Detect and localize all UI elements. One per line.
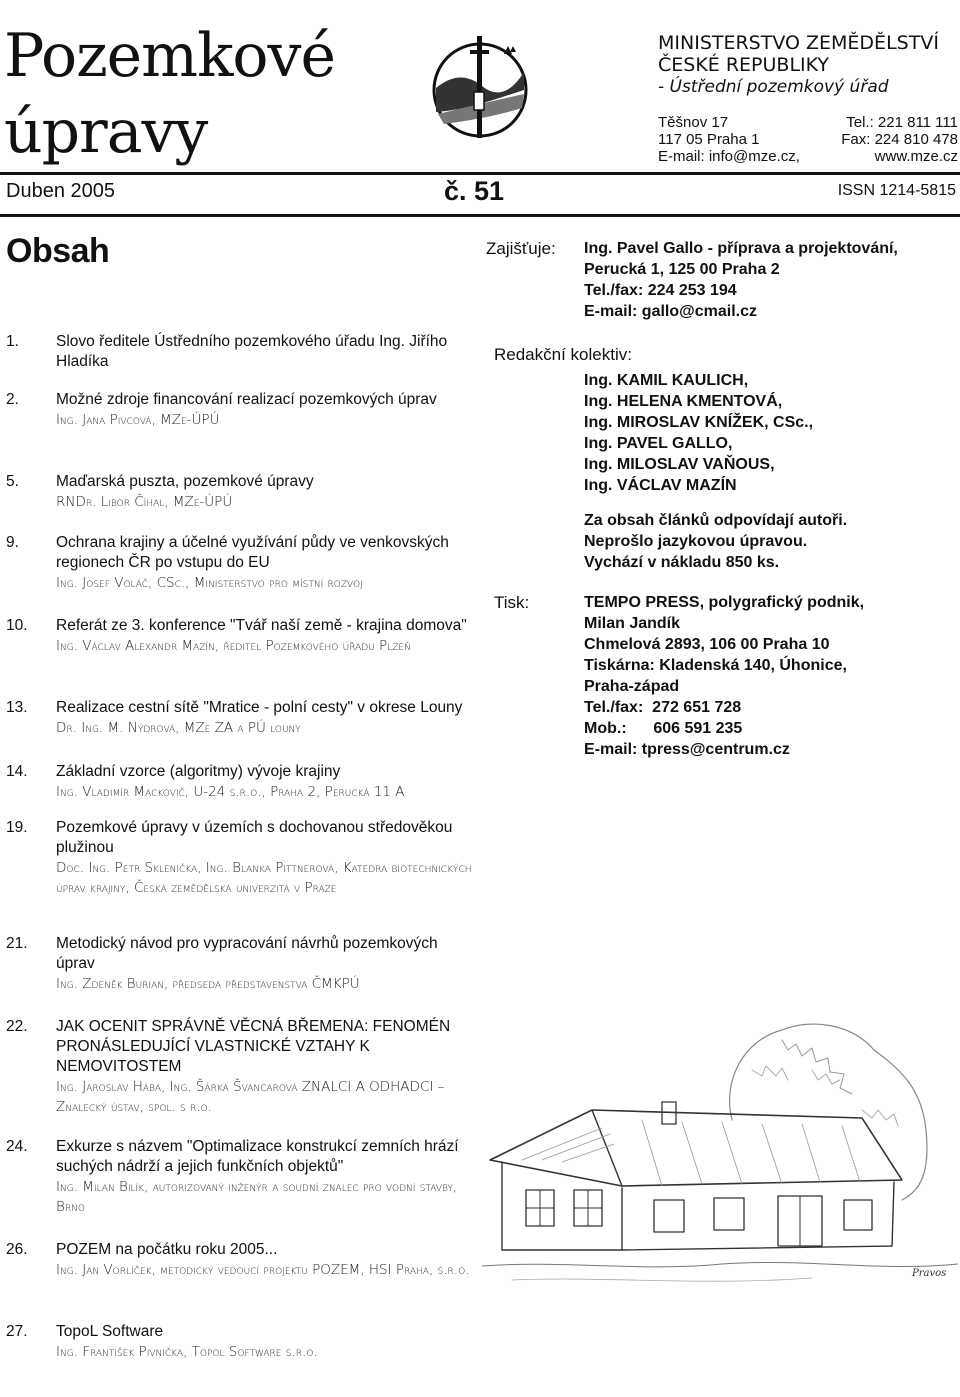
toc-item[interactable]: [6, 332, 476, 372]
ministry-department: - Ústřední pozemkový úřad: [658, 77, 889, 97]
toc-item[interactable]: [6, 818, 476, 898]
toc-author: Doc. Ing. Petr Sklenička, Ing. Blanka Pittnerová, Katedra biotechnických úprav krajiny, Česká zemědělská univerzita v Praze: [56, 860, 472, 896]
toc-title: Referát ze 3. konference "Tvář naší země - krajina domova": [56, 617, 467, 634]
issue-number: č. 51: [444, 176, 505, 206]
toc-author: Ing. Vladimír Mackovič, U-24 s.r.o., Praha 2, Perucká 11 A: [56, 784, 405, 800]
toc-page-number: 26.: [6, 1241, 28, 1258]
masthead-top-rule: [0, 172, 960, 175]
editorial-board-label: Redakční kolektiv:: [494, 345, 632, 364]
toc-page-number: 14.: [6, 763, 28, 780]
publisher-line: Tel./fax: 224 253 194: [584, 282, 737, 299]
toc-author: Ing. Jana Pivcová, MZe-ÚPÚ: [56, 412, 220, 428]
dateline: [0, 176, 960, 210]
publisher-label: Zajišťuje:: [486, 239, 556, 258]
toc-page-number: 2.: [6, 391, 19, 408]
toc-title: Pozemkové úpravy v územích s dochovanou středověkou plužinou: [56, 819, 453, 856]
printer-email[interactable]: E-mail: tpress@centrum.cz: [584, 741, 790, 758]
toc-item[interactable]: [6, 1137, 476, 1217]
editor-name: Ing. MILOSLAV VAŇOUS,: [584, 456, 775, 473]
toc-author: Ing. Václav Alexandr Mazín, ředitel Pozemkového úřadu Plzeň: [56, 638, 411, 654]
toc-title: Metodický návod pro vypracování návrhů pozemkových úprav: [56, 935, 438, 972]
toc-title: Slovo ředitele Ústředního pozemkového úřadu Ing. Jiřího Hladíka: [56, 333, 448, 370]
note-line: Neprošlo jazykovou úpravou.: [584, 533, 808, 550]
toc-item[interactable]: [6, 390, 476, 430]
website-link[interactable]: www.mze.cz: [874, 148, 958, 165]
editor-name: Ing. VÁCLAV MAZÍN: [584, 477, 737, 494]
toc-title: Exkurze s názvem "Optimalizace konstrukcí zemních hrází suchých nádrží a jejich funkčních objektů": [56, 1138, 459, 1175]
toc-title: Maďarská puszta, pozemkové úpravy: [56, 473, 314, 490]
editor-name: Ing. PAVEL GALLO,: [584, 435, 733, 452]
artist-signature: Pravos: [912, 1268, 947, 1279]
editor-name: Ing. HELENA KMENTOVÁ,: [584, 393, 783, 410]
address-street: Těšnov 17: [658, 114, 729, 131]
toc-item[interactable]: [6, 1017, 476, 1117]
toc-author: Ing. Milan Bilík, autorizovaný inženýr a soudní znalec pro vodní stavby, Brno: [56, 1179, 458, 1215]
publisher-line: Perucká 1, 125 00 Praha 2: [584, 261, 780, 278]
printer-line: Tiskárna: Kladenská 140, Úhonice,: [584, 657, 847, 674]
contact-block: [658, 114, 958, 165]
printer-line: Milan Jandík: [584, 615, 681, 632]
toc-page-number: 24.: [6, 1138, 28, 1155]
publisher-line: Ing. Pavel Gallo - příprava a projektování,: [584, 240, 898, 257]
toc-title: Možné zdroje financování realizací pozemkových úprav: [56, 391, 437, 408]
toc-author: Ing. Josef Voláč, CSc., Ministerstvo pro místní rozvoj: [56, 575, 363, 591]
contents-heading: Obsah: [6, 232, 110, 270]
issue-date: Duben 2005: [6, 180, 115, 202]
ministry-name-line1: MINISTERSTVO ZEMĚDĚLSTVÍ: [658, 32, 939, 54]
printer-line: Mob.: 606 591 235: [584, 720, 743, 737]
toc-author: Ing. Zdeněk Burian, předseda představenstva ČMKPÚ: [56, 976, 360, 992]
publication-title-line1: Pozemkové: [4, 21, 335, 91]
fax-number: Fax: 224 810 478: [841, 131, 958, 148]
printer-line: TEMPO PRESS, polygrafický podnik,: [584, 594, 865, 611]
toc-item[interactable]: [6, 616, 476, 656]
toc-page-number: 9.: [6, 534, 19, 551]
publisher-block: [584, 238, 960, 322]
toc-title: Základní vzorce (algoritmy) vývoje krajiny: [56, 763, 341, 780]
ministry-name-line2: ČESKÉ REPUBLIKY: [658, 54, 830, 76]
toc-item[interactable]: [6, 1322, 476, 1362]
editor-name: Ing. MIROSLAV KNÍŽEK, CSc.,: [584, 414, 814, 431]
toc-item[interactable]: [6, 1240, 476, 1280]
printer-line: Tel./fax: 272 651 728: [584, 699, 742, 716]
toc-page-number: 5.: [6, 473, 19, 490]
publisher-email[interactable]: E-mail: gallo@cmail.cz: [584, 303, 757, 320]
address-city: 117 05 Praha 1: [658, 131, 760, 148]
toc-page-number: 1.: [6, 333, 19, 350]
toc-title: Ochrana krajiny a účelné využívání půdy ve venkovských regionech ČR po vstupu do EU: [56, 534, 449, 571]
toc-item[interactable]: [6, 533, 476, 593]
toc-item[interactable]: [6, 934, 476, 994]
note-line: Vychází v nákladu 850 ks.: [584, 554, 780, 571]
toc-page-number: 27.: [6, 1323, 28, 1340]
editorial-board-list: [584, 370, 944, 496]
toc-title: JAK OCENIT SPRÁVNĚ VĚCNÁ BŘEMENA: FENOMÉN PRONÁSLEDUJÍCÍ VLASTNICKÉ VZTAHY K NEMOVITOSTEM: [56, 1018, 451, 1075]
toc-item[interactable]: [6, 698, 476, 738]
publication-notes: [584, 510, 944, 573]
publication-title: [4, 18, 384, 170]
email-address[interactable]: E-mail: info@mze.cz,: [658, 148, 800, 165]
toc-title: Realizace cestní sítě "Mratice - polní cesty" v okrese Louny: [56, 699, 463, 716]
cottage-sketch-illustration: [482, 1010, 958, 1300]
toc-title: TopoL Software: [56, 1323, 164, 1340]
toc-page-number: 22.: [6, 1018, 28, 1035]
toc-page-number: 10.: [6, 617, 28, 634]
toc-page-number: 13.: [6, 699, 28, 716]
toc-page-number: 21.: [6, 935, 28, 952]
phone-number: Tel.: 221 811 111: [846, 114, 958, 131]
toc-author: Ing. František Pivnička, Topol Software s.r.o.: [56, 1344, 318, 1360]
toc-author: Dr. Ing. M. Nýdrová, MZe ZA a PÚ louny: [56, 720, 301, 736]
ministry-block: [658, 32, 958, 98]
printer-block: [584, 592, 954, 760]
toc-author: Ing. Jan Vorlíček, metodický vedoucí projektu POZEM, HSI Praha, s.r.o.: [56, 1262, 470, 1278]
editor-name: Ing. KAMIL KAULICH,: [584, 372, 749, 389]
printer-label: Tisk:: [494, 593, 530, 612]
office-logo: [420, 28, 540, 148]
toc-item[interactable]: [6, 762, 476, 802]
toc-item[interactable]: [6, 472, 476, 512]
toc-title: POZEM na počátku roku 2005...: [56, 1241, 278, 1258]
issn: ISSN 1214-5815: [837, 182, 956, 199]
toc-author: Ing. Jaroslav Hába, Ing. Šárka Švancarová ZNALCI A ODHADCI – Znalecký ústav, spol. s r.o.: [56, 1079, 445, 1115]
printer-line: Chmelová 2893, 106 00 Praha 10: [584, 636, 830, 653]
masthead-bottom-rule: [0, 214, 960, 217]
note-line: Za obsah článků odpovídají autoři.: [584, 512, 848, 529]
publication-title-line2: úpravy: [4, 97, 208, 167]
toc-author: RNDr. Libor Číhal, MZe-ÚPÚ: [56, 494, 233, 510]
toc-page-number: 19.: [6, 819, 28, 836]
printer-line: Praha-západ: [584, 678, 680, 695]
